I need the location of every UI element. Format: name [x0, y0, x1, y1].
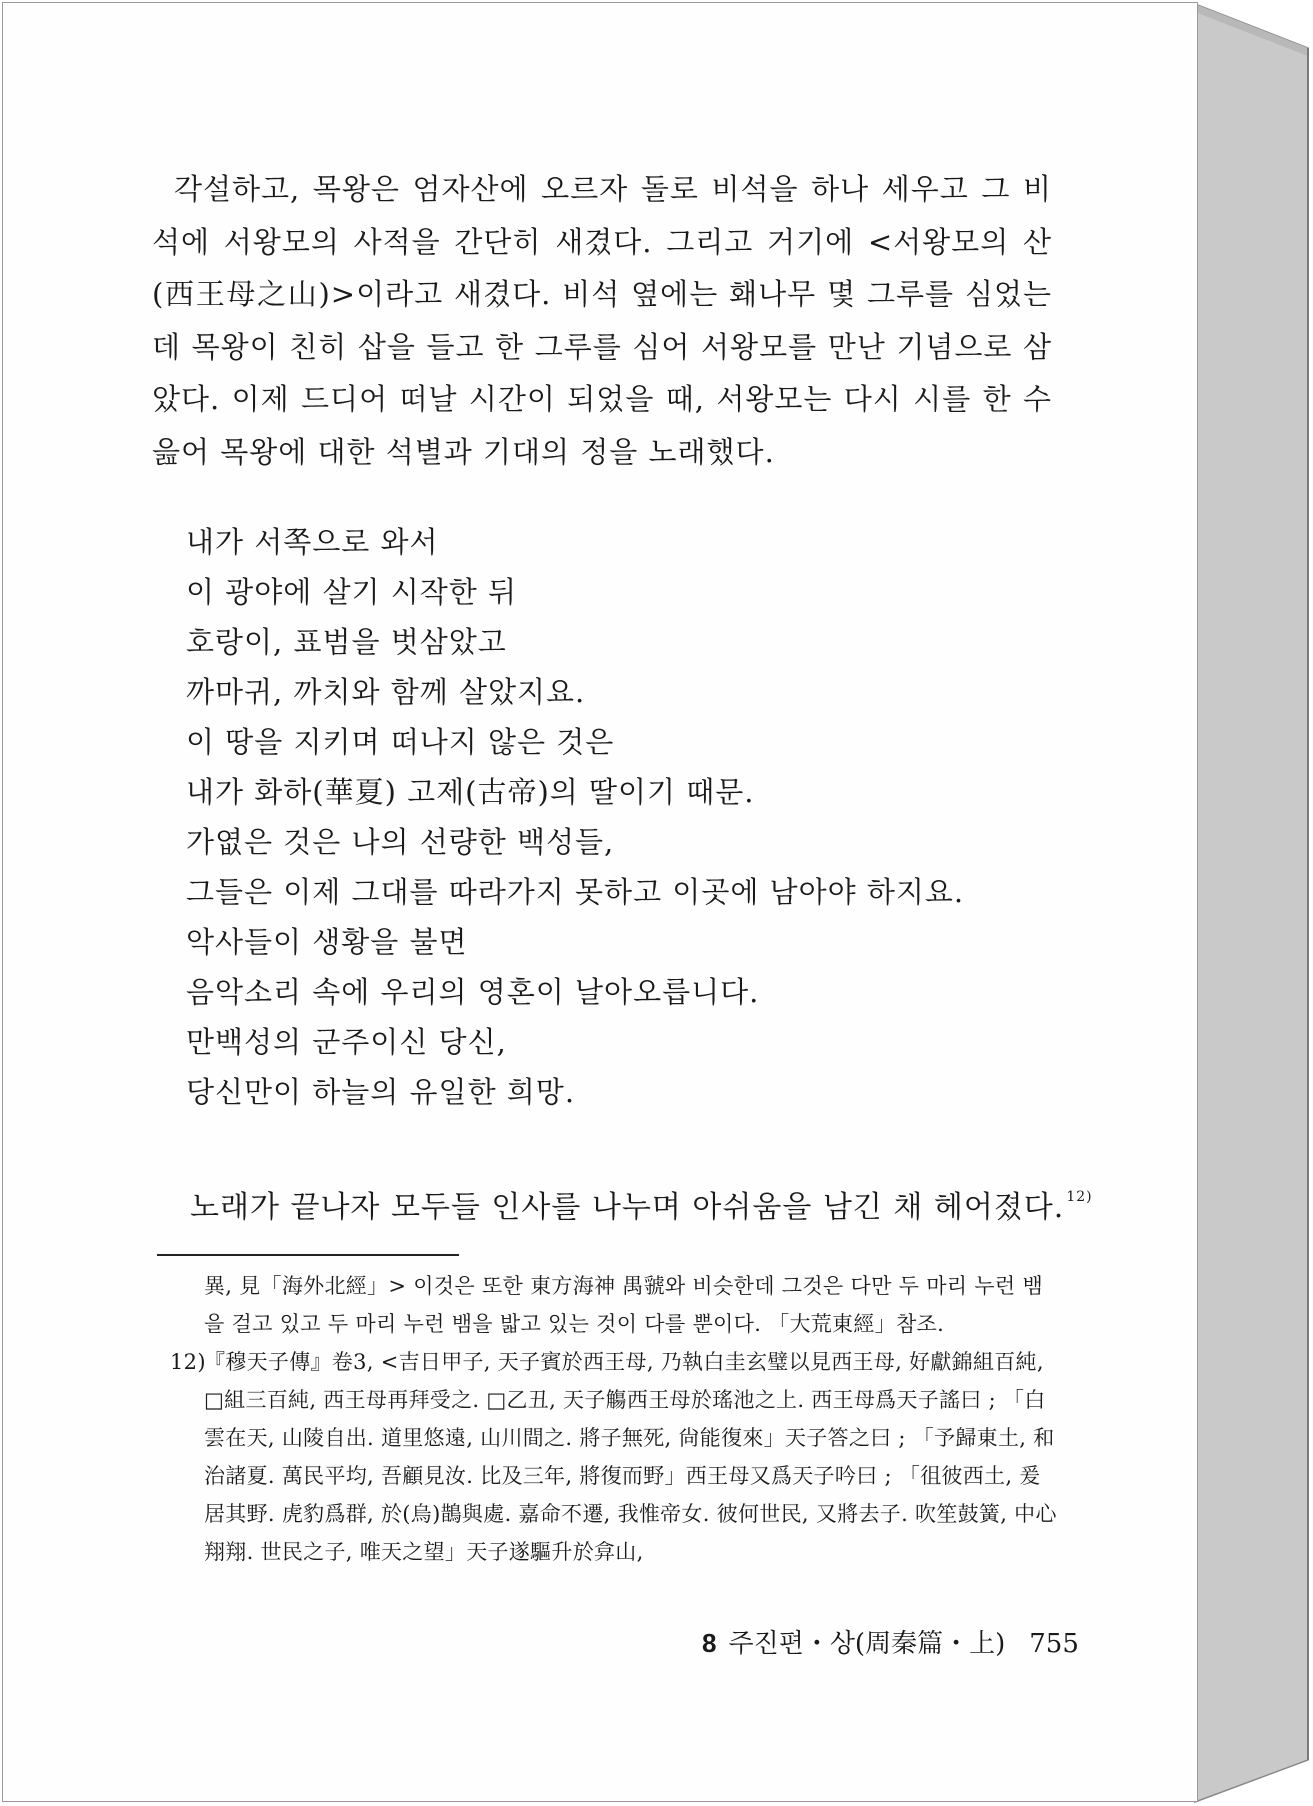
- footnote-reference: 12): [1066, 1189, 1093, 1205]
- poem-line: 까마귀, 까치와 함께 살았지요.: [186, 675, 586, 709]
- footnote-divider: [157, 1254, 459, 1256]
- poem-line: 악사들이 생황을 불면: [186, 925, 468, 959]
- poem-line: 이 광야에 살기 시작한 뒤: [186, 575, 518, 609]
- poem-line: 만백성의 군주이신 당신,: [186, 1025, 507, 1059]
- footnotes: [170, 1267, 1060, 1571]
- body-paragraph-text: 각설하고, 목왕은 엄자산에 오르자 돌로 비석을 하나 세우고 그 비석에 서왕모의 사적을 간단히 새겼다. 그리고 거기에 <서왕모의 산(西王母之山)>이라고 새겼다. 비석 옆에는 홰나무 몇 그루를 심었는데 목왕이 친히 삽을 들고 한 그루를 심어 서왕모를 만난 기념으로 삼았다. 이제 드디어 떠날 시간이 되었을 때, 서왕모는 다시 시를 한 수 읊어 목왕에 대한 석별과 기대의 정을 노래했다.: [152, 172, 1052, 469]
- body-paragraph: [152, 163, 1052, 478]
- book-side-edge: [1190, 0, 1313, 1806]
- page-number: 755: [1029, 1629, 1079, 1659]
- poem-line: 이 땅을 지키며 떠나지 않은 것은: [186, 725, 615, 759]
- poem-line: 그들은 이제 그대를 따라가지 못하고 이곳에 남아야 하지요.: [186, 875, 965, 909]
- footnote-continuation: 異, 見「海外北經」> 이것은 또한 東方海神 禺虢와 비슷한데 그것은 다만 두 마리 누런 뱀을 걸고 있고 두 마리 누런 뱀을 밟고 있는 것이 다를 뿐이다. 「大荒東經」참조.: [204, 1274, 1044, 1336]
- poem-line: 음악소리 속에 우리의 영혼이 날아오릅니다.: [186, 975, 760, 1009]
- chapter-number: 8: [702, 1628, 717, 1658]
- poem-line: 가엾은 것은 나의 선량한 백성들,: [186, 825, 615, 859]
- poem-line: 내가 서쪽으로 와서: [186, 525, 439, 559]
- poem: [186, 517, 964, 1117]
- footnote-number: 12): [170, 1350, 206, 1374]
- closing-text: 노래가 끝나자 모두들 인사를 나누며 아쉬움을 남긴 채 헤어졌다.: [190, 1190, 1065, 1225]
- poem-line: 내가 화하(華夏) 고제(古帝)의 딸이기 때문.: [186, 775, 755, 809]
- page-footer: [702, 1623, 1079, 1660]
- poem-line: 당신만이 하늘의 유일한 희망.: [186, 1075, 576, 1109]
- closing-sentence: [190, 1172, 1093, 1233]
- poem-line: 호랑이, 표범을 벗삼았고: [186, 625, 507, 659]
- section-title: 주진편・상(周秦篇・上): [728, 1629, 1006, 1659]
- footnote-12: [170, 1343, 1060, 1571]
- footnote-text: 『穆天子傳』卷3, <吉日甲子, 天子賓於西王母, 乃執白圭玄璧以見西王母, 好獻錦組百純, □組三百純, 西王母再拜受之. □乙丑, 天子觴西王母於瑤池之上. 西王母爲天子謠曰 ; 「白雲在天, 山陵自出. 道里悠遠, 山川間之. 將子無死, 尙能復來」天子答之曰 ; 「予歸東土, 和治諸夏. 萬民平均, 吾顧見汝. 比及三年, 將復而野」西王母又爲天子吟曰 ; 「徂彼西土, 爰居其野. 虎豹爲群, 於(烏)鵲與處. 嘉命不遷, 我惟帝女. 彼何世民, 又將去子. 吹笙鼓簧, 中心翔翔. 世民之子, 唯天之望」天子遂驅升於弇山,: [204, 1350, 1057, 1564]
